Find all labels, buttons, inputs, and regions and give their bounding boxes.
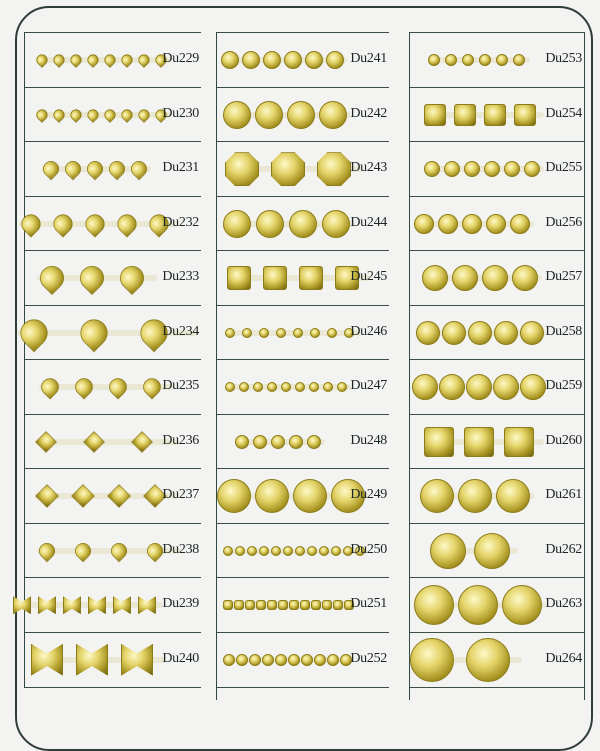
bead-icon [464, 161, 480, 177]
bead-icon [438, 214, 458, 234]
trim-sample-butterflies [31, 644, 166, 676]
bead-icon [235, 435, 249, 449]
bead-icon [234, 600, 244, 610]
bead-icon [81, 210, 108, 237]
catalog-item[interactable] [25, 196, 201, 252]
bead-icon [414, 585, 454, 625]
product-code: Du230 [162, 105, 199, 121]
bead-icon [221, 51, 239, 69]
trim-sample-small-hearts [35, 53, 171, 67]
bead-icon [119, 107, 135, 123]
bead-icon [466, 374, 492, 400]
bead-icon [331, 546, 341, 556]
bead-icon [424, 104, 446, 126]
bead-icon [462, 214, 482, 234]
bead-icon [75, 261, 109, 295]
catalog-item[interactable] [410, 87, 584, 143]
product-code: Du254 [545, 105, 582, 121]
bead-icon [63, 596, 81, 614]
bead-icon [317, 152, 351, 186]
bead-icon [293, 479, 327, 513]
bead-icon [249, 654, 261, 666]
bead-icon [482, 265, 508, 291]
trim-sample-small-hearts [35, 108, 171, 122]
product-code: Du229 [162, 51, 199, 67]
bead-icon [256, 600, 266, 610]
bead-icon [107, 484, 131, 508]
product-code: Du260 [545, 432, 582, 448]
bead-icon [256, 210, 284, 238]
catalog-item[interactable] [410, 577, 584, 633]
bead-icon [502, 585, 542, 625]
bead-icon [84, 158, 107, 181]
bead-icon [416, 321, 440, 345]
bead-icon [34, 52, 50, 68]
catalog-item[interactable] [25, 87, 201, 143]
trim-sample-jeweled-rosettes [412, 374, 547, 400]
bead-icon [106, 158, 129, 181]
bead-icon [289, 435, 303, 449]
bead-icon [136, 52, 152, 68]
bead-icon [314, 654, 326, 666]
bead-icon [439, 374, 465, 400]
bead-icon [466, 638, 510, 682]
bead-icon [255, 479, 289, 513]
bead-icon [444, 161, 460, 177]
bead-icon [102, 107, 118, 123]
product-code: Du251 [350, 596, 387, 612]
trim-sample-daisies [414, 214, 534, 234]
product-code: Du259 [545, 378, 582, 394]
bead-icon [38, 596, 56, 614]
catalog-item[interactable] [217, 414, 389, 470]
bead-icon [255, 101, 283, 129]
bead-icon [38, 375, 63, 400]
catalog-item[interactable] [410, 196, 584, 252]
bead-icon [504, 427, 534, 457]
bead-icon [424, 161, 440, 177]
bead-icon [496, 479, 530, 513]
bead-icon [239, 382, 249, 392]
catalog-item[interactable] [410, 632, 584, 689]
bead-icon [62, 158, 85, 181]
bead-icon [36, 539, 59, 562]
product-code: Du236 [162, 432, 199, 448]
bead-icon [113, 596, 131, 614]
bead-icon [295, 382, 305, 392]
bead-icon [15, 314, 53, 352]
bead-icon [223, 210, 251, 238]
catalog-item[interactable] [410, 468, 584, 524]
bead-icon [76, 644, 108, 676]
bead-icon [131, 431, 153, 453]
bead-icon [281, 382, 291, 392]
trim-sample-teardrop-fringe [35, 484, 179, 508]
catalog-item[interactable] [410, 414, 584, 470]
bead-icon [520, 321, 544, 345]
bead-icon [83, 431, 105, 453]
trim-sample-hanging-rivoli [223, 210, 355, 238]
trim-sample-sunflowers [422, 265, 542, 291]
bead-icon [223, 654, 235, 666]
catalog-column-3 [409, 32, 585, 700]
bead-icon [245, 600, 255, 610]
bead-icon [227, 266, 251, 290]
bead-icon [327, 328, 337, 338]
catalog-item[interactable] [25, 359, 201, 415]
product-code: Du239 [162, 596, 199, 612]
catalog-column-2 [216, 32, 389, 700]
bead-icon [319, 101, 347, 129]
bead-icon [271, 435, 285, 449]
trim-sample-bead-grid [223, 654, 353, 666]
catalog-item[interactable] [25, 250, 201, 306]
bead-icon [464, 427, 494, 457]
bead-icon [40, 158, 63, 181]
bead-icon [68, 52, 84, 68]
bead-icon [323, 382, 333, 392]
bead-icon [301, 654, 313, 666]
trim-sample-jeweled-flowers [430, 533, 518, 569]
product-code: Du241 [350, 51, 387, 67]
product-code: Du233 [162, 269, 199, 285]
bead-icon [225, 152, 259, 186]
catalog-column-1 [24, 32, 201, 688]
bead-icon [310, 328, 320, 338]
bead-icon [468, 321, 492, 345]
bead-icon [300, 600, 310, 610]
trim-sample-square-links [428, 54, 530, 66]
bead-icon [493, 374, 519, 400]
bead-icon [136, 107, 152, 123]
bead-icon [474, 533, 510, 569]
bead-icon [51, 52, 67, 68]
trim-sample-rosettes [416, 321, 546, 345]
bead-icon [49, 210, 76, 237]
catalog-item[interactable] [25, 32, 201, 88]
bead-icon [412, 374, 438, 400]
bead-icon [271, 152, 305, 186]
catalog-item[interactable] [217, 32, 389, 88]
trim-sample-small-flowers [424, 161, 544, 177]
trim-sample-rivoli [223, 101, 351, 129]
bead-icon [276, 328, 286, 338]
bead-icon [479, 54, 491, 66]
bead-icon [13, 596, 31, 614]
bead-icon [454, 104, 476, 126]
bead-icon [106, 375, 131, 400]
catalog-item[interactable] [217, 523, 389, 579]
product-code: Du232 [162, 214, 199, 230]
trim-sample-large-flowers [420, 479, 534, 513]
bead-icon [51, 107, 67, 123]
catalog-item[interactable] [410, 32, 584, 88]
bead-icon [283, 546, 293, 556]
bead-icon [514, 104, 536, 126]
bead-icon [307, 546, 317, 556]
bead-icon [140, 375, 165, 400]
bead-icon [119, 52, 135, 68]
bead-icon [424, 427, 454, 457]
bead-icon [284, 51, 302, 69]
bead-icon [242, 51, 260, 69]
catalog-item[interactable] [410, 359, 584, 415]
bead-icon [305, 51, 323, 69]
bead-icon [17, 210, 44, 237]
bead-icon [494, 321, 518, 345]
catalog-item[interactable] [25, 141, 201, 197]
bead-icon [242, 328, 252, 338]
bead-icon [259, 546, 269, 556]
bead-icon [223, 600, 233, 610]
trim-sample-diamond-drop-fringe [35, 431, 179, 453]
product-code: Du257 [545, 269, 582, 285]
bead-icon [31, 644, 63, 676]
trim-sample-filigree-panels [424, 427, 544, 457]
product-code: Du258 [545, 323, 582, 339]
catalog-item[interactable] [410, 523, 584, 579]
bead-icon [512, 265, 538, 291]
catalog-item[interactable] [217, 468, 389, 524]
bead-icon [452, 265, 478, 291]
bead-icon [288, 654, 300, 666]
bead-icon [138, 596, 156, 614]
catalog-item[interactable] [410, 250, 584, 306]
bead-icon [115, 261, 149, 295]
bead-icon [253, 382, 263, 392]
bead-icon [128, 158, 151, 181]
product-code: Du240 [162, 650, 199, 666]
bead-icon [263, 51, 281, 69]
bead-icon [271, 546, 281, 556]
catalog-item[interactable] [25, 305, 201, 361]
bead-icon [108, 539, 131, 562]
product-code: Du238 [162, 541, 199, 557]
bead-icon [337, 382, 347, 392]
bead-icon [414, 214, 434, 234]
bead-icon [524, 161, 540, 177]
bead-icon [72, 375, 97, 400]
product-code: Du263 [545, 596, 582, 612]
bead-icon [88, 596, 106, 614]
bead-icon [327, 654, 339, 666]
trim-sample-medium-hearts [41, 159, 151, 179]
product-code: Du261 [545, 487, 582, 503]
catalog-item[interactable] [25, 468, 201, 524]
bead-icon [236, 654, 248, 666]
bead-icon [289, 600, 299, 610]
bead-icon [267, 382, 277, 392]
bead-icon [295, 546, 305, 556]
bead-icon [311, 600, 321, 610]
catalog-item[interactable] [217, 87, 389, 143]
product-code: Du247 [350, 378, 387, 394]
product-code: Du264 [545, 650, 582, 666]
catalog-item[interactable] [410, 305, 584, 361]
trim-sample-heart-drop-fringe [39, 376, 175, 398]
bead-icon [510, 214, 530, 234]
bead-icon [458, 479, 492, 513]
bead-icon [322, 210, 350, 238]
bead-icon [486, 214, 506, 234]
bead-icon [223, 546, 233, 556]
product-code: Du255 [545, 160, 582, 176]
bead-icon [247, 546, 257, 556]
bead-icon [34, 107, 50, 123]
catalog-item[interactable] [217, 632, 389, 689]
product-code: Du245 [350, 269, 387, 285]
bead-icon [262, 654, 274, 666]
catalog-item[interactable] [217, 577, 389, 633]
trim-sample-octagon-stones [225, 152, 363, 186]
catalog-item[interactable] [25, 414, 201, 470]
bead-icon [72, 539, 95, 562]
product-code: Du256 [545, 214, 582, 230]
catalog-item[interactable] [25, 632, 201, 689]
catalog-item[interactable] [25, 523, 201, 579]
trim-sample-bead-chain [225, 328, 361, 338]
trim-sample-heart-dangle-fringe [37, 541, 181, 561]
bead-icon [121, 644, 153, 676]
catalog-item[interactable] [217, 250, 389, 306]
bead-icon [225, 328, 235, 338]
bead-icon [520, 374, 546, 400]
catalog-item[interactable] [217, 196, 389, 252]
product-code: Du235 [162, 378, 199, 394]
bead-icon [259, 328, 269, 338]
bead-icon [75, 314, 113, 352]
bead-icon [35, 431, 57, 453]
trim-sample-large-cabochons [217, 479, 369, 513]
bead-icon [299, 266, 323, 290]
bead-icon [513, 54, 525, 66]
bead-icon [263, 266, 287, 290]
bead-icon [430, 533, 466, 569]
product-code: Du234 [162, 323, 199, 339]
product-code: Du252 [350, 650, 387, 666]
trim-sample-bowtie-links [13, 596, 163, 614]
bead-icon [85, 107, 101, 123]
bead-icon [496, 54, 508, 66]
bead-icon [333, 600, 343, 610]
catalog-item[interactable] [25, 577, 201, 633]
trim-sample-bar-mesh [223, 600, 355, 610]
trim-sample-bead-mesh [225, 382, 351, 392]
bead-icon [289, 210, 317, 238]
bead-icon [217, 479, 251, 513]
bead-icon [309, 382, 319, 392]
bead-icon [458, 585, 498, 625]
trim-sample-filigree-squares [424, 104, 544, 126]
bead-icon [223, 101, 251, 129]
trim-sample-large-hearts [19, 212, 179, 236]
trim-sample-big-blossoms [414, 585, 546, 625]
bead-icon [85, 52, 101, 68]
bead-icon [71, 484, 95, 508]
bead-icon [445, 54, 457, 66]
bead-icon [113, 210, 140, 237]
bead-icon [484, 161, 500, 177]
catalog-item[interactable] [410, 141, 584, 197]
trim-sample-ornate-medallions [410, 638, 522, 682]
product-code: Du253 [545, 51, 582, 67]
product-code: Du244 [350, 214, 387, 230]
bead-icon [278, 600, 288, 610]
product-code: Du237 [162, 487, 199, 503]
bead-icon [420, 479, 454, 513]
product-code: Du242 [350, 105, 387, 121]
trim-sample-small-rivoli [221, 51, 347, 69]
bead-icon [68, 107, 84, 123]
product-code: Du243 [350, 160, 387, 176]
bead-icon [428, 54, 440, 66]
bead-icon [504, 161, 520, 177]
bead-icon [410, 638, 454, 682]
bead-icon [462, 54, 474, 66]
product-code: Du231 [162, 160, 199, 176]
product-code: Du248 [350, 432, 387, 448]
bead-icon [307, 435, 321, 449]
bead-icon [253, 435, 267, 449]
bead-icon [326, 51, 344, 69]
bead-icon [442, 321, 466, 345]
bead-icon [225, 382, 235, 392]
trim-sample-puffy-hearts [37, 263, 157, 293]
bead-icon [235, 546, 245, 556]
catalog-item[interactable] [217, 141, 389, 197]
bead-icon [319, 546, 329, 556]
product-code: Du262 [545, 541, 582, 557]
product-code: Du250 [350, 541, 387, 557]
bead-icon [293, 328, 303, 338]
trim-sample-round-bead-chain [235, 435, 325, 449]
bead-icon [267, 600, 277, 610]
trim-sample-double-bead-band [223, 546, 367, 556]
bead-icon [35, 484, 59, 508]
catalog-item[interactable] [217, 359, 389, 415]
product-code: Du246 [350, 323, 387, 339]
product-code: Du249 [350, 487, 387, 503]
bead-icon [287, 101, 315, 129]
bead-icon [322, 600, 332, 610]
bead-icon [275, 654, 287, 666]
bead-icon [102, 52, 118, 68]
bead-icon [35, 261, 69, 295]
bead-icon [484, 104, 506, 126]
catalog-item[interactable] [217, 305, 389, 361]
bead-icon [422, 265, 448, 291]
